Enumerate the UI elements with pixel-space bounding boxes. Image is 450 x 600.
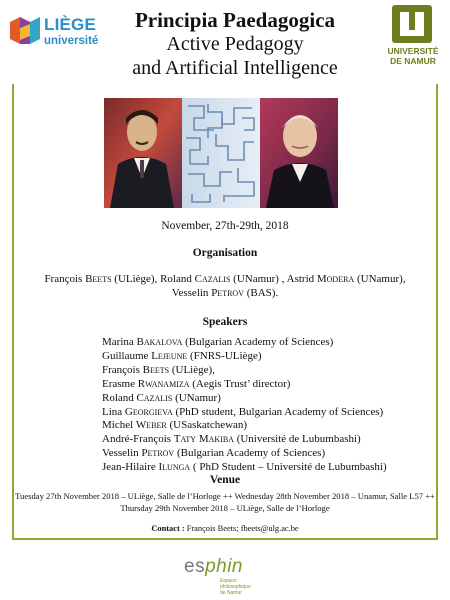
list-item bbox=[102, 447, 432, 461]
organisation-list bbox=[20, 273, 430, 300]
list-item bbox=[102, 419, 432, 433]
contact-line bbox=[0, 524, 450, 533]
speaker-first-name: Lina bbox=[102, 405, 125, 418]
portraits-banner-image bbox=[104, 98, 338, 208]
speaker-last-name: Petrov bbox=[141, 447, 175, 460]
organiser-last-name: Modera bbox=[316, 273, 355, 285]
unamur-mark-icon bbox=[386, 4, 438, 44]
list-item bbox=[102, 392, 432, 406]
unamur-name-line1: UNIVERSITÉ bbox=[387, 46, 439, 56]
organiser-first-name: François bbox=[44, 273, 86, 285]
list-item bbox=[102, 336, 432, 350]
esphin-logo bbox=[184, 552, 268, 596]
speaker-last-name: Bakalova bbox=[136, 336, 183, 348]
speaker-affiliation: (Bulgarian Academy of Sciences) bbox=[182, 336, 334, 348]
title-block bbox=[110, 8, 360, 80]
speaker-first-name: André-François bbox=[102, 433, 174, 446]
speaker-affiliation: (USaskatchewan) bbox=[166, 419, 248, 432]
frame-left-border bbox=[12, 84, 14, 540]
speakers-list bbox=[102, 336, 432, 475]
venue-heading: Venue bbox=[209, 474, 241, 486]
uliege-name: LIÈGE bbox=[44, 15, 97, 34]
organiser-affiliation: (UNamur) , bbox=[230, 273, 287, 285]
speaker-last-name: Georgieva bbox=[124, 405, 173, 418]
speaker-first-name: Marina bbox=[102, 336, 137, 348]
speaker-first-name: Vesselin bbox=[102, 447, 142, 460]
list-item bbox=[102, 406, 432, 420]
speaker-first-name: Roland bbox=[102, 391, 137, 404]
list-item bbox=[102, 350, 432, 364]
unamur-logo bbox=[382, 4, 448, 70]
speaker-affiliation: ( PhD Student – Université de Lubumbashi) bbox=[190, 461, 387, 474]
event-dates: November, 27th-29th, 2018 bbox=[161, 220, 289, 232]
uliege-subname: université bbox=[44, 35, 99, 47]
subtitle-line-2: and Artificial Intelligence bbox=[132, 57, 338, 79]
speaker-affiliation: (PhD student, Bulgarian Academy of Sciences) bbox=[172, 405, 384, 418]
list-item bbox=[102, 364, 432, 378]
speaker-last-name: Beets bbox=[142, 363, 170, 376]
contact-label: Contact : bbox=[151, 524, 185, 533]
esphin-tagline: Espace philosophique de Namur bbox=[220, 578, 251, 596]
speaker-affiliation: (Université de Lubumbashi) bbox=[233, 433, 361, 446]
uliege-mark-icon bbox=[8, 14, 42, 48]
speaker-first-name: Michel bbox=[102, 419, 136, 432]
list-item bbox=[102, 461, 432, 475]
speaker-affiliation: (Bulgarian Academy of Sciences) bbox=[174, 447, 326, 460]
organiser-last-name: Petrov bbox=[211, 286, 244, 299]
organiser-first-name: Roland bbox=[160, 273, 195, 285]
venue-line-1: Tuesday 27th November 2018 – ULiège, Salle de l’Horloge ++ Wednesday 28th November 2018 – Unamur, Salle L57 ++ bbox=[15, 491, 435, 501]
organiser-first-name: Astrid bbox=[286, 273, 317, 285]
list-item bbox=[102, 378, 432, 392]
speaker-affiliation: (Aegis Trust’ director) bbox=[189, 377, 291, 390]
organiser-affiliation: (BAS). bbox=[243, 286, 279, 299]
organiser-last-name: Beets bbox=[85, 273, 112, 285]
speakers-heading: Speakers bbox=[202, 316, 248, 328]
frame-bottom-border bbox=[12, 538, 438, 540]
speaker-last-name: Rwanamiza bbox=[137, 377, 190, 390]
frame-right-border bbox=[436, 84, 438, 540]
speaker-affiliation: (ULiège), bbox=[169, 363, 215, 376]
speaker-first-name: François bbox=[102, 363, 143, 376]
uliege-logo bbox=[8, 14, 108, 54]
speaker-first-name: Guillaume bbox=[102, 349, 152, 362]
speaker-affiliation: (FNRS-ULiège) bbox=[187, 349, 262, 362]
speaker-first-name: Erasme bbox=[102, 377, 138, 390]
venue-details bbox=[8, 491, 442, 514]
venue-line-2: Thursday 29th November 2018 – ULiège, Salle de l’Horloge bbox=[120, 502, 330, 513]
contact-email-link[interactable]: fbeets@ulg.ac.be bbox=[240, 524, 299, 533]
speaker-first-name: Jean-Hilaire bbox=[102, 461, 159, 474]
speaker-last-name: Lejeune bbox=[151, 349, 188, 362]
subtitle-line-1: Active Pedagogy bbox=[166, 33, 304, 55]
unamur-name-line2: DE NAMUR bbox=[390, 56, 436, 66]
speaker-last-name: Weber bbox=[135, 419, 167, 432]
organiser-affiliation: (ULiège), bbox=[111, 273, 161, 285]
page-title: Principia Paedagogica bbox=[134, 8, 336, 32]
speaker-last-name: Ilunga bbox=[158, 461, 191, 474]
organiser-last-name: Cazalis bbox=[194, 273, 231, 285]
esphin-wordmark: esphin bbox=[184, 556, 243, 577]
contact-name: François Beets; bbox=[184, 524, 241, 533]
speaker-affiliation: (UNamur) bbox=[172, 391, 221, 404]
organiser-first-name: Vesselin bbox=[171, 286, 212, 299]
list-item bbox=[102, 433, 432, 447]
organiser-affiliation: (UNamur), bbox=[354, 273, 406, 285]
speaker-last-name: Taty Makiba bbox=[173, 433, 234, 446]
speaker-last-name: Cazalis bbox=[136, 391, 173, 404]
organisation-heading: Organisation bbox=[192, 247, 258, 259]
